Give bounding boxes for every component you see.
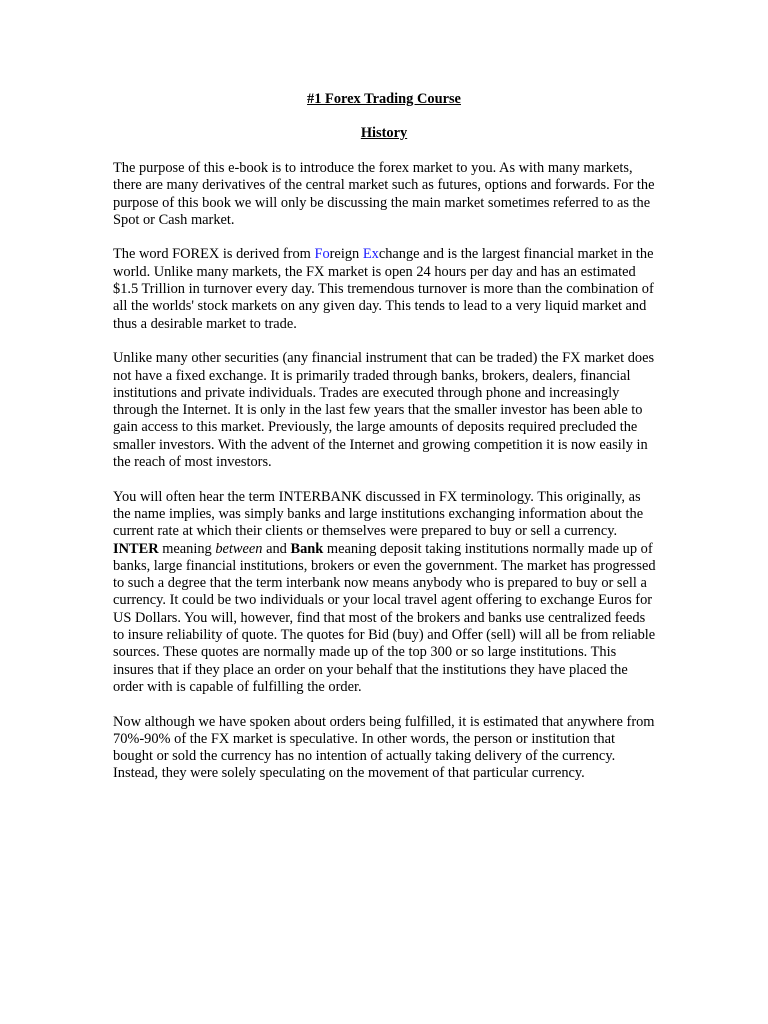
paragraph-interbank-text-2: meaning bbox=[158, 540, 216, 557]
paragraph-forex-text-3: change and is the largest financial market in the world. Unlike many markets, the FX market is open 24 hours per day and has an estimated $1.5 Trillion in turnover every day. This tremendous turnover is more than the combination of all the worlds' stock markets on any given day. This tends to lead to a very liquid market and thus a desirable market to trade. bbox=[113, 246, 654, 332]
highlight-fo: Fo bbox=[314, 246, 330, 263]
paragraph-interbank-text-3: and bbox=[262, 540, 291, 557]
term-between: between bbox=[215, 540, 263, 557]
term-bank: Bank bbox=[290, 540, 324, 557]
paragraph-interbank-text-4: meaning deposit taking institutions normally made up of banks, large financial institutions, brokers or even the government. The market has progressed to such a degree that the term interbank now means anybody who is prepared to buy or sell a currency. It could be two individuals or your local travel agent offering to exchange Euros for US Dollars. You will, however, find that most of the brokers and banks use centralized feeds to insure reliability of quote. The quotes for Bid (buy) and Offer (sell) will all be from reliable sources. These quotes are normally made up of the top 300 or so large institutions. This insures that if they place an order on your behalf that the institutions they have placed the order with is capable of fulfilling the order. bbox=[113, 540, 656, 695]
section-heading-history: History bbox=[360, 125, 408, 141]
paragraph-forex-text-2: reign bbox=[329, 246, 363, 263]
paragraph-forex-definition bbox=[113, 246, 658, 332]
document-body bbox=[113, 160, 658, 800]
term-inter: INTER bbox=[113, 540, 159, 557]
paragraph-interbank bbox=[113, 489, 658, 697]
highlight-ex: Ex bbox=[362, 246, 379, 263]
paragraph-interbank-text-1: You will often hear the term INTERBANK discussed in FX terminology. This originally, as the name implies, was simply banks and large institutions exchanging information about the current rate at which their clients or themselves were prepared to buy or sell a currency. bbox=[113, 488, 644, 540]
paragraph-intro: The purpose of this e-book is to introduce the forex market to you. As with many markets, there are many derivatives of the central market such as futures, options and forwards. For the purpose of this book we will only be discussing the main market sometimes referred to as the Spot or Cash market. bbox=[113, 160, 655, 228]
paragraph-speculation: Now although we have spoken about orders being fulfilled, it is estimated that anywhere from 70%-90% of the FX market is speculative. In other words, the person or institution that bought or sold the currency has no intention of actually taking delivery of the currency. Instead, they were solely speculating on the movement of that particular currency. bbox=[113, 713, 655, 782]
document-title: #1 Forex Trading Course bbox=[307, 91, 461, 107]
paragraph-forex-text-1: The word FOREX is derived from bbox=[113, 246, 315, 263]
paragraph-securities: Unlike many other securities (any financial instrument that can be traded) the FX market does not have a fixed exchange. It is primarily traded through banks, brokers, dealers, financial institutions and private individuals. Trades are executed through phone and increasingly through the Internet. It is only in the last few years that the smaller investor has been able to gain access to this market. Previously, the large amounts of deposits required precluded the smaller investors. With the advent of the Internet and growing competition it is now easily in the reach of most investors. bbox=[113, 350, 655, 471]
